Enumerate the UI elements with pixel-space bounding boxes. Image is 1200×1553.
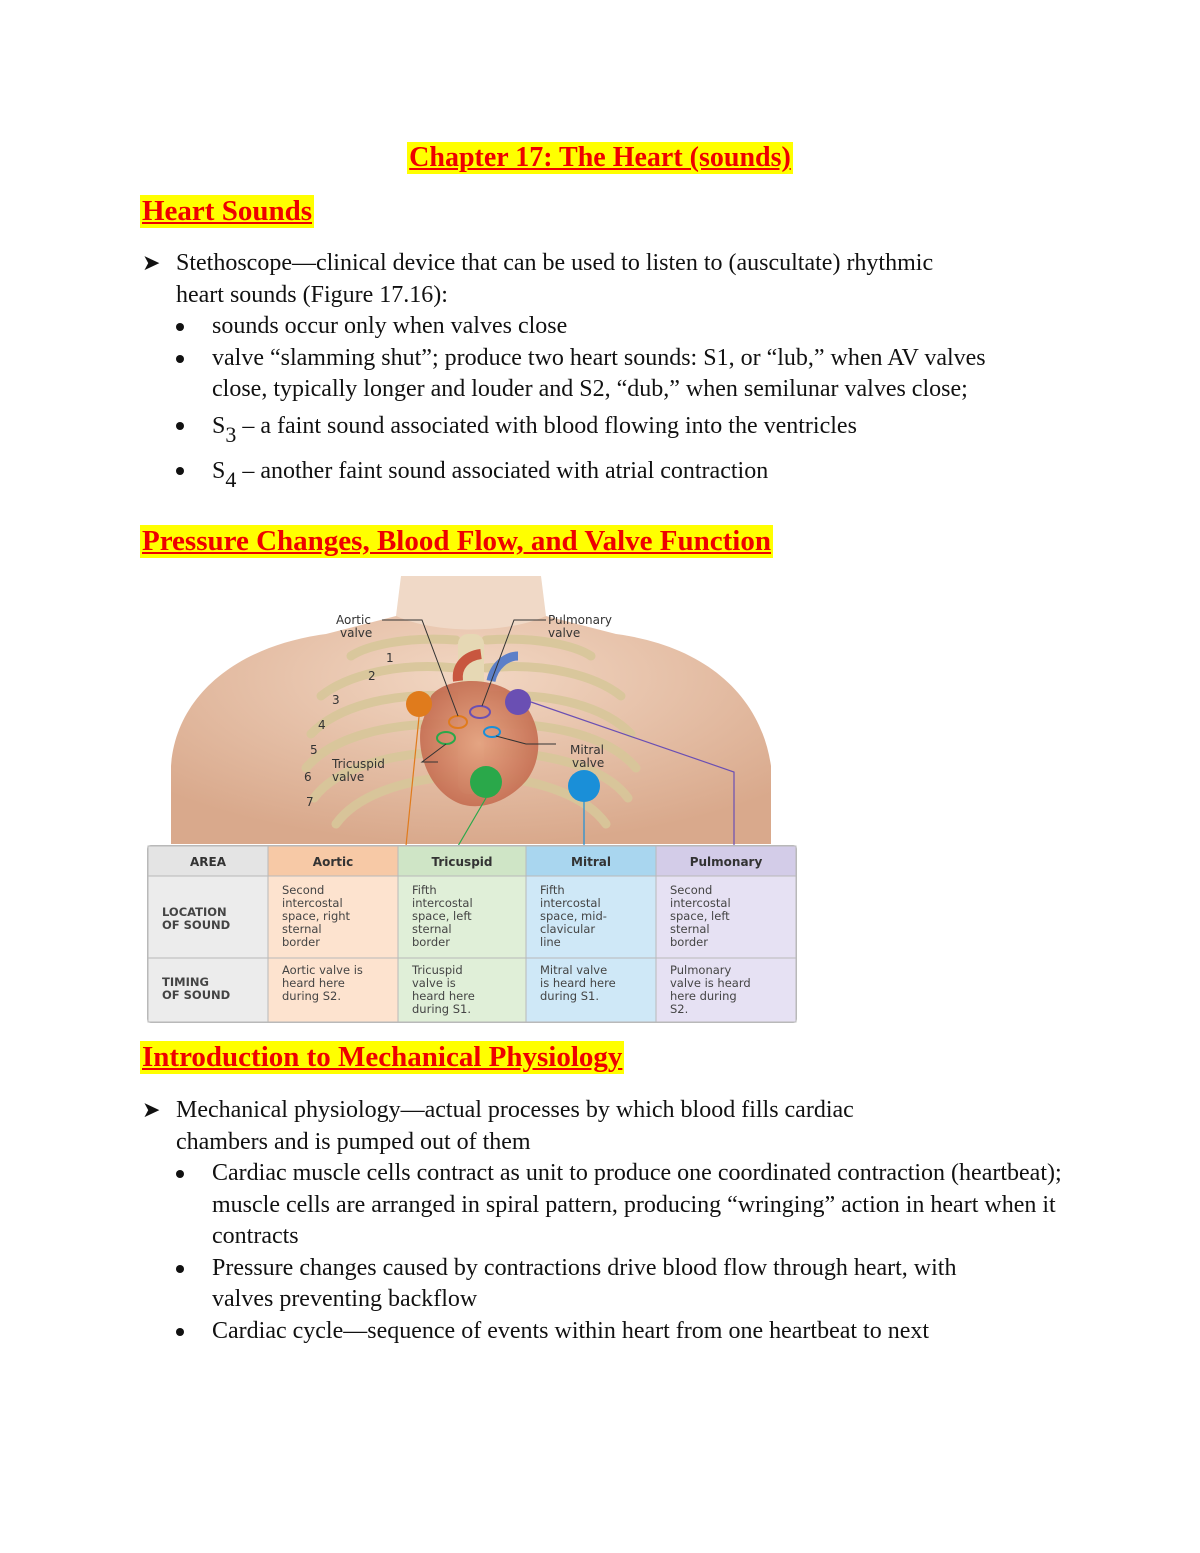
cell-line: intercostal — [540, 896, 601, 910]
label-line: valve — [572, 756, 605, 770]
s3-subscript: 3 — [225, 421, 237, 447]
arrow-list-item — [142, 248, 1072, 311]
round-bullet-icon — [176, 1265, 184, 1273]
cell-line: Fifth — [540, 883, 565, 897]
table-header-text: Pulmonary — [689, 855, 763, 869]
rib-number: 2 — [368, 669, 376, 683]
cell-line: OF SOUND — [162, 918, 231, 932]
list-item-text: Pressure changes caused by contractions drive blood flow through heart, with valves preventing backflow — [212, 1254, 957, 1312]
cell-line: intercostal — [670, 896, 731, 910]
label-line: Pulmonary — [548, 613, 612, 627]
s4-letter: S — [212, 458, 226, 484]
chapter-title: Chapter 17: The Heart (sounds) — [409, 142, 791, 173]
pulmonary-area-marker — [505, 689, 531, 715]
rib-number: 4 — [318, 718, 326, 732]
cell-line: here during — [670, 989, 737, 1003]
cell-line: OF SOUND — [162, 988, 231, 1002]
label-line: Mitral — [570, 743, 605, 757]
round-bullet-icon — [176, 1328, 184, 1336]
cell-line: Second — [670, 883, 713, 897]
arrow-item-line2: chambers and is pumped out of them — [176, 1128, 531, 1155]
label-line: valve — [548, 626, 581, 640]
figure-svg — [146, 576, 798, 1024]
table-header-text: Tricuspid — [431, 855, 493, 869]
arrow-item-line1: Stethoscope—clinical device that can be used to listen to (auscultate) rhythmic — [176, 250, 934, 276]
cell-line: during S1. — [412, 1002, 472, 1016]
cell-line: Second — [282, 883, 325, 897]
rib-number: 7 — [306, 795, 314, 809]
list-item — [142, 1158, 1072, 1253]
mechanical-physiology-content — [142, 1095, 1072, 1347]
rib-number: 5 — [310, 743, 318, 757]
label-line: valve — [340, 626, 373, 640]
s3-letter: S — [212, 412, 226, 439]
section-heading-heart-sounds — [140, 195, 314, 228]
bullet-list — [142, 311, 1072, 492]
list-item-text: valve “slamming shut”; produce two heart sounds: S1, or “lub,” when AV valves close, typically longer and louder and S2, “dub,” when semilunar valves close; — [212, 344, 986, 402]
rib-number: 1 — [386, 651, 394, 665]
round-bullet-icon — [176, 422, 184, 430]
cell-line: border — [670, 935, 708, 949]
rib-number: 3 — [332, 693, 340, 707]
cell-line: clavicular — [540, 922, 596, 936]
cell-line: intercostal — [412, 896, 473, 910]
cell-line: is heard here — [540, 976, 616, 990]
list-item — [142, 343, 1012, 406]
neck-illustration — [396, 576, 546, 630]
list-item-text: Cardiac muscle cells contract as unit to produce one coordinated contraction (heartbeat); muscle cells are arranged in spiral pattern, producing “wringing” action in heart when it contracts — [212, 1160, 1062, 1249]
cell-line: space, right — [282, 909, 351, 923]
tricuspid-area-marker — [470, 766, 502, 798]
row-label-location — [162, 905, 230, 932]
section-heading-text: Introduction to Mechanical Physiology — [142, 1041, 623, 1073]
table-header-text: Mitral — [571, 855, 611, 869]
section-heading-text: Heart Sounds — [142, 195, 313, 227]
cell-line: sternal — [282, 922, 322, 936]
cell-line: border — [412, 935, 450, 949]
round-bullet-icon — [176, 355, 184, 363]
arrow-list-item — [142, 1095, 1072, 1158]
section-heading-text: Pressure Changes, Blood Flow, and Valve Function — [142, 525, 771, 557]
label-line: valve — [332, 770, 365, 784]
cell-line: space, left — [670, 909, 730, 923]
list-item-text: – another faint sound associated with atrial contraction — [236, 458, 769, 484]
list-item — [142, 455, 1072, 492]
list-item — [142, 311, 1072, 343]
aortic-valve-label — [336, 613, 372, 640]
arrowhead-bullet-icon: ➤ — [142, 251, 161, 276]
chapter-title-container — [0, 142, 1200, 174]
arrowhead-bullet-icon: ➤ — [142, 1098, 161, 1123]
cell-line: valve is — [412, 976, 456, 990]
list-item-text: Cardiac cycle—sequence of events within heart from one heartbeat to next — [212, 1317, 930, 1344]
table-header-text: Aortic — [312, 855, 354, 869]
section-heading-mechanical-physiology — [140, 1041, 624, 1074]
cell-line: intercostal — [282, 896, 343, 910]
cell-line: TIMING — [162, 975, 209, 989]
list-item-text: sounds occur only when valves close — [212, 313, 568, 339]
cell-line: space, mid- — [540, 909, 607, 923]
arrow-item-line1: Mechanical physiology—actual processes by which blood fills cardiac — [176, 1097, 854, 1123]
cell-line: heard here — [282, 976, 345, 990]
cell-line: during S1. — [540, 989, 600, 1003]
mitral-valve-label — [570, 743, 604, 770]
round-bullet-icon — [176, 323, 184, 331]
section-heading-pressure-changes — [140, 525, 773, 558]
list-item — [142, 410, 1072, 447]
heart-auscultation-figure — [146, 576, 798, 1024]
list-item — [142, 1253, 1022, 1316]
cell-line: space, left — [412, 909, 472, 923]
cell-line: Pulmonary — [670, 963, 732, 977]
cell-line: sternal — [670, 922, 710, 936]
table-header-text: AREA — [189, 855, 227, 869]
list-item — [142, 1316, 1072, 1348]
s4-subscript: 4 — [225, 467, 237, 492]
round-bullet-icon — [176, 467, 184, 475]
rib-number: 6 — [304, 770, 312, 784]
cell-line: Fifth — [412, 883, 437, 897]
cell-line: Mitral valve — [540, 963, 608, 977]
cell-line: line — [540, 935, 561, 949]
cell-line: Aortic valve is — [282, 963, 363, 977]
label-line: Aortic — [336, 613, 371, 627]
list-item-text: – a faint sound associated with blood flowing into the ventricles — [236, 412, 857, 439]
cell-line: border — [282, 935, 320, 949]
cell-line: Tricuspid — [412, 963, 463, 977]
auscultation-area-table — [148, 846, 796, 1022]
cell-line: valve is heard — [670, 976, 751, 990]
cell-line: S2. — [670, 1002, 689, 1016]
cell-line: heard here — [412, 989, 475, 1003]
mitral-area-marker — [568, 770, 600, 802]
arrow-item-line2: heart sounds (Figure 17.16): — [176, 281, 448, 308]
cell-line: during S2. — [282, 989, 342, 1003]
cell-line: LOCATION — [162, 905, 227, 919]
label-line: Tricuspid — [332, 757, 385, 771]
heart-sounds-content — [142, 248, 1072, 492]
round-bullet-icon — [176, 1170, 184, 1178]
cell-line: sternal — [412, 922, 452, 936]
aortic-area-marker — [406, 691, 432, 717]
bullet-list — [142, 1158, 1072, 1347]
